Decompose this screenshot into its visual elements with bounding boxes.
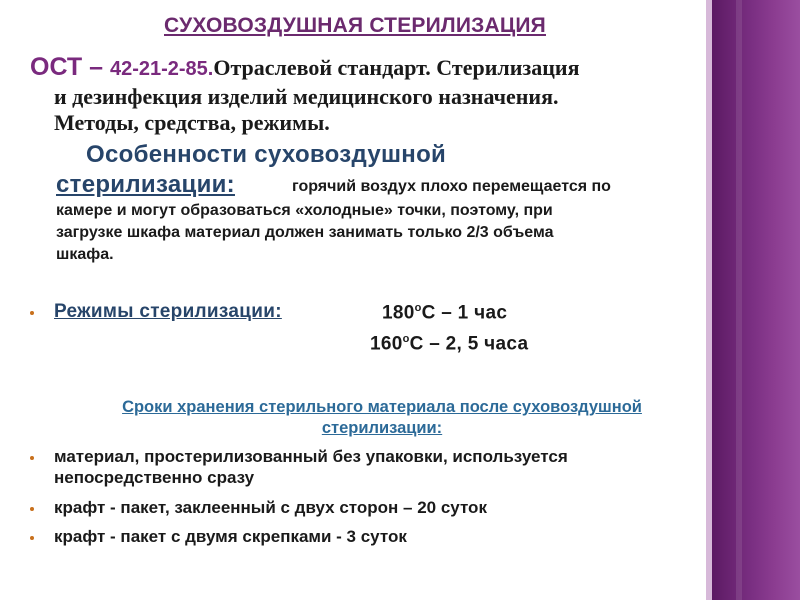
bullet-dot	[30, 536, 34, 540]
bullet-dot	[30, 311, 34, 315]
mode-1-duration: С – 1 час	[421, 302, 508, 324]
ost-line-3: Методы, средства, режимы.	[54, 110, 330, 135]
storage-item-2: крафт - пакет, заклеенный с двух сторон – 20 суток	[54, 498, 487, 517]
sidebar-stripe	[736, 0, 742, 600]
features-heading: Особенности суховоздушной	[86, 141, 447, 168]
features-heading-cont: стерилизации:	[56, 171, 235, 198]
bullet-dot	[30, 456, 34, 460]
bullet-dot	[30, 507, 34, 511]
ost-prefix: ОСТ –	[30, 53, 110, 81]
storage-item-1-line-1: материал, простерилизованный без упаковки, используется	[54, 447, 568, 466]
mode-2-degree: о	[402, 333, 410, 345]
modes-label: Режимы стерилизации:	[54, 301, 282, 322]
mode-2-duration: С – 2, 5 часа	[409, 333, 529, 355]
mode-1	[382, 302, 507, 324]
ost-line-1	[30, 53, 580, 82]
storage-item-1-line-2: непосредственно сразу	[54, 468, 255, 487]
storage-item-3: крафт - пакет с двумя скрепками - 3 суток	[54, 527, 407, 546]
features-text-4: шкафа.	[56, 246, 114, 263]
ost-description: Отраслевой стандарт. Стерилизация	[213, 55, 580, 80]
features-text-1: горячий воздух плохо перемещается по	[292, 178, 611, 195]
mode-2	[370, 333, 528, 355]
ost-number: 42-21-2-85.	[109, 58, 214, 80]
mode-1-temp: 180	[382, 302, 415, 324]
ost-line-2: и дезинфекция изделий медицинского назначения.	[54, 84, 559, 109]
features-text-2: камере и могут образоваться «холодные» точки, поэтому, при	[56, 202, 553, 219]
mode-1-degree: о	[414, 302, 422, 314]
slide-title: СУХОВОЗДУШНАЯ СТЕРИЛИЗАЦИЯ	[164, 14, 546, 37]
decorative-sidebar	[712, 0, 800, 600]
storage-heading: Сроки хранения стерильного материала после суховоздушной стерилизации:	[122, 398, 642, 437]
mode-2-temp: 160	[370, 333, 403, 355]
features-text-3: загрузке шкафа материал должен занимать только 2/3 объема	[56, 224, 554, 241]
